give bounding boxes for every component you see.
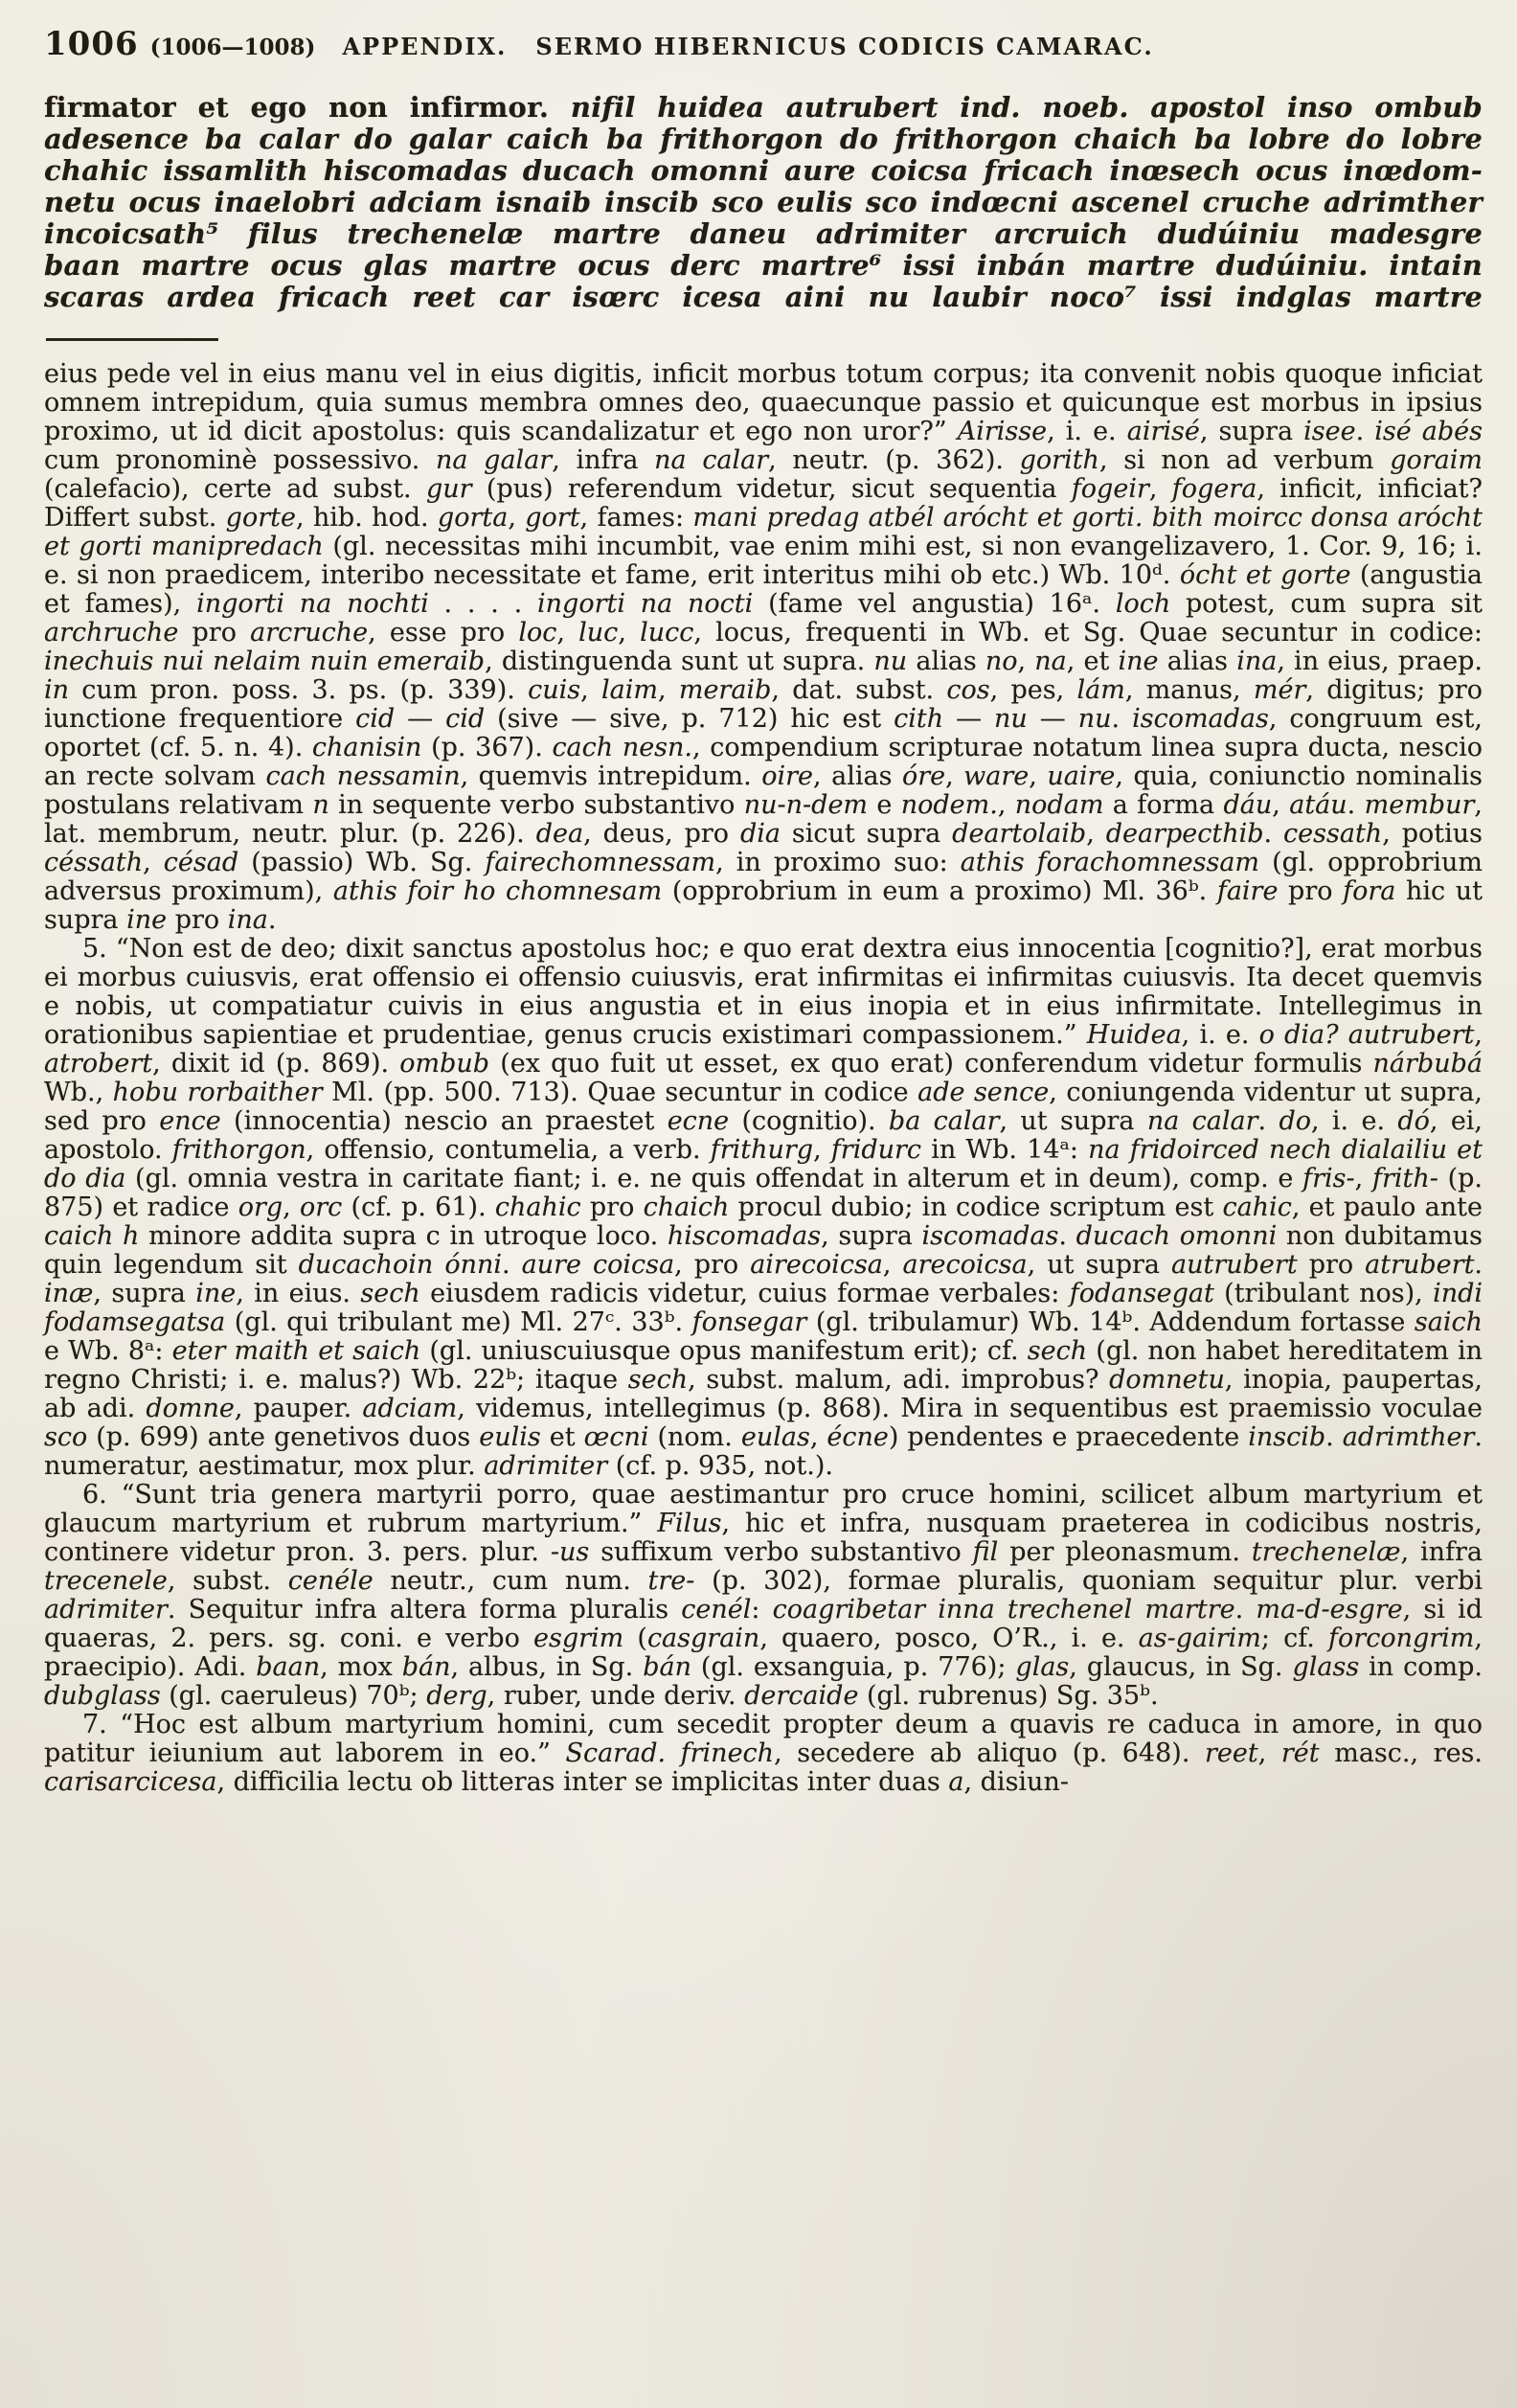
- footnote-paragraph: 7. “Hoc est album martyrium homini, cum secedit propter deum a quavis re caduca in amore, in quo patitur ieiunium aut laborem in eo.” Scarad. frinech, secedere ab aliquo (p. 648). reet, rét masc., res. carisarcicesa, difficilia lectu ob litteras inter se implicitas inter duas a, disiun-: [44, 1710, 1483, 1797]
- main-text-line: chahic issamlith hiscomadas ducach omonni aure coicsa fricach inœsech ocus inœdom-: [44, 154, 1483, 187]
- main-text-line: netu ocus inaelobri adciam isnaib inscib sco eulis sco indœcni ascenel cruche adrimther: [44, 186, 1483, 218]
- footnotes-block: [44, 360, 1483, 1797]
- footnote-paragraph: eius pede vel in eius manu vel in eius digitis, inficit morbus totum corpus; ita convenit nobis quoque inficiat omnem intrepidum, quia sumus membra omnes deo, quaecunque passio et quicunque est morbus in ipsius proximo, ut id dicit apostolus: quis scandalizatur et ego non uror?” Airisse, i. e. airisé, supra isee. isé abés cum pronominè possessivo. na galar, infra na calar, neutr. (p. 362). gorith, si non ad verbum goraim (calefacio), certe ad subst. gur (pus) referendum videtur, sicut sequentia fogeir, fogera, inficit, inficiat? Differt subst. gorte, hib. hod. gorta, gort, fames: mani predag atbél arócht et gorti. bith moircc donsa arócht et gorti manipredach (gl. necessitas mihi incumbit, vae enim mihi est, si non evangelizavero, 1. Cor. 9, 16; i. e. si non praedicem, interibo necessitate et fame, erit interitus mihi ob etc.) Wb. 10ᵈ. ócht et gorte (angustia et fames), ingorti na nochti . . . . ingorti na nocti (fame vel angustia) 16ᵃ. loch potest, cum supra sit archruche pro arcruche, esse pro loc, luc, lucc, locus, frequenti in Wb. et Sg. Quae secuntur in codice: inechuis nui nelaim nuin emeraib, distinguenda sunt ut supra. nu alias no, na, et ine alias ina, in eius, praep. in cum pron. poss. 3. ps. (p. 339). cuis, laim, meraib, dat. subst. cos, pes, lám, manus, mér, digitus; pro iunctione frequentiore cid — cid (sive — sive, p. 712) hic est cith — nu — nu. iscomadas, congruum est, oportet (cf. 5. n. 4). chanisin (p. 367). cach nesn., compendium scripturae notatum linea supra ducta, nescio an recte solvam cach nessamin, quemvis intrepidum. oire, alias óre, ware, uaire, quia, coniunctio nominalis postulans relativam n in sequente verbo substantivo nu-n-dem e nodem., nodam a forma dáu, atáu. membur, lat. membrum, neutr. plur. (p. 226). dea, deus, pro dia sicut supra deartolaib, dearpecthib. cessath, potius céssath, césad (passio) Wb. Sg. fairechomnessam, in proximo suo: athis forachomnessam (gl. opprobrium adversus proximum), athis foir ho chomnesam (opprobrium in eum a proximo) Ml. 36ᵇ. faire pro fora hic ut supra ine pro ina.: [44, 359, 1483, 935]
- main-text-line: baan martre ocus glas martre ocus derc martre⁶ issi inbán martre dudúiniu. intain: [44, 249, 1483, 282]
- main-text-block: [44, 92, 1483, 313]
- main-text-line: scaras ardea fricach reet car isœrc icesa aini nu laubir noco⁷ issi indglas martre: [44, 281, 1483, 313]
- main-text-line: adesence ba calar do galar caich ba frithorgon do frithorgon chaich ba lobre do lobre: [44, 123, 1483, 155]
- footnote-paragraph: 5. “Non est de deo; dixit sanctus apostolus hoc; e quo erat dextra eius innocentia [cognitio?], erat morbus ei morbus cuiusvis, erat offensio ei offensio cuiusvis, erat infirmitas ei infirmitas cuiusvis. Ita decet quemvis e nobis, ut compatiatur cuivis in eius angustia et in eius inopia et in eius infirmitate. Intellegimus in orationibus sapientiae et prudentiae, genus crucis existimari compassionem.” Huidea, i. e. o dia? autrubert, atrobert, dixit id (p. 869). ombub (ex quo fuit ut esset, ex quo erat) conferendum videtur formulis nárbubá Wb., hobu rorbaither Ml. (pp. 500. 713). Quae secuntur in codice ade sence, coniungenda videntur ut supra, sed pro ence (innocentia) nescio an praestet ecne (cognitio). ba calar, ut supra na calar. do, i. e. dó, ei, apostolo. frithorgon, offensio, contumelia, a verb. frithurg, fridurc in Wb. 14ᵃ: na fridoirced nech dialailiu et do dia (gl. omnia vestra in caritate fiant; i. e. ne quis offendat in alterum et in deum), comp. e fris-, frith- (p. 875) et radice org, orc (cf. p. 61). chahic pro chaich procul dubio; in codice scriptum est cahic, et paulo ante caich h minore addita supra c in utroque loco. hiscomadas, supra iscomadas. ducach omonni non dubitamus quin legendum sit ducachoin ónni. aure coicsa, pro airecoicsa, arecoicsa, ut supra autrubert pro atrubert. inæ, supra ine, in eius. sech eiusdem radicis videtur, cuius formae verbales: fodansegat (tribulant nos), indi fodamsegatsa (gl. qui tribulant me) Ml. 27ᶜ. 33ᵇ. fonsegar (gl. tribulamur) Wb. 14ᵇ. Addendum fortasse saich e Wb. 8ᵃ: eter maith et saich (gl. uniuscuiusque opus manifestum erit); cf. sech (gl. non habet hereditatem in regno Christi; i. e. malus?) Wb. 22ᵇ; itaque sech, subst. malum, adi. improbus? domnetu, inopia, paupertas, ab adi. domne, pauper. adciam, videmus, intellegimus (p. 868). Mira in sequentibus est praemissio voculae sco (p. 699) ante genetivos duos eulis et œcni (nom. eulas, écne) pendentes e praecedente inscib. adrimther. numeratur, aestimatur, mox plur. adrimiter (cf. p. 935, not.).: [44, 934, 1483, 1481]
- footnote-paragraph: 6. “Sunt tria genera martyrii porro, quae aestimantur pro cruce homini, scilicet album martyrium et glaucum martyrium et rubrum martyrium.” Filus, hic et infra, nusquam praeterea in codicibus nostris, continere videtur pron. 3. pers. plur. -us suffixum verbo substantivo fil per pleonasmum. trechenelæ, infra trecenele, subst. cenéle neutr., cum num. tre- (p. 302), formae pluralis, quoniam sequitur plur. verbi adrimiter. Sequitur infra altera forma pluralis cenél: coagribetar inna trechenel martre. ma-d-esgre, si id quaeras, 2. pers. sg. coni. e verbo esgrim (casgrain, quaero, posco, O’R., i. e. as-gairim; cf. forcongrim, praecipio). Adi. baan, mox bán, albus, in Sg. bán (gl. exsanguia, p. 776); glas, glaucus, in Sg. glass in comp. dubglass (gl. caeruleus) 70ᵇ; derg, ruber, unde deriv. dercaide (gl. rubrenus) Sg. 35ᵇ.: [44, 1480, 1483, 1711]
- page-number: 1006: [44, 25, 139, 63]
- main-text-line: firmator et ego non infirmor. nifil huidea autrubert ind. noeb. apostol inso ombub: [44, 91, 1483, 124]
- main-text-line: incoicsath⁵ filus trechenelæ martre daneu adrimiter arcruich dudúiniu madesgre: [44, 217, 1483, 250]
- running-title: SERMO HIBERNICUS CODICIS CAMARAC.: [535, 33, 1154, 60]
- section-label: APPENDIX.: [342, 33, 508, 60]
- page-range: (1006—1008): [149, 34, 316, 60]
- footnote-separator-rule: [46, 338, 218, 341]
- page-header: [44, 25, 1483, 63]
